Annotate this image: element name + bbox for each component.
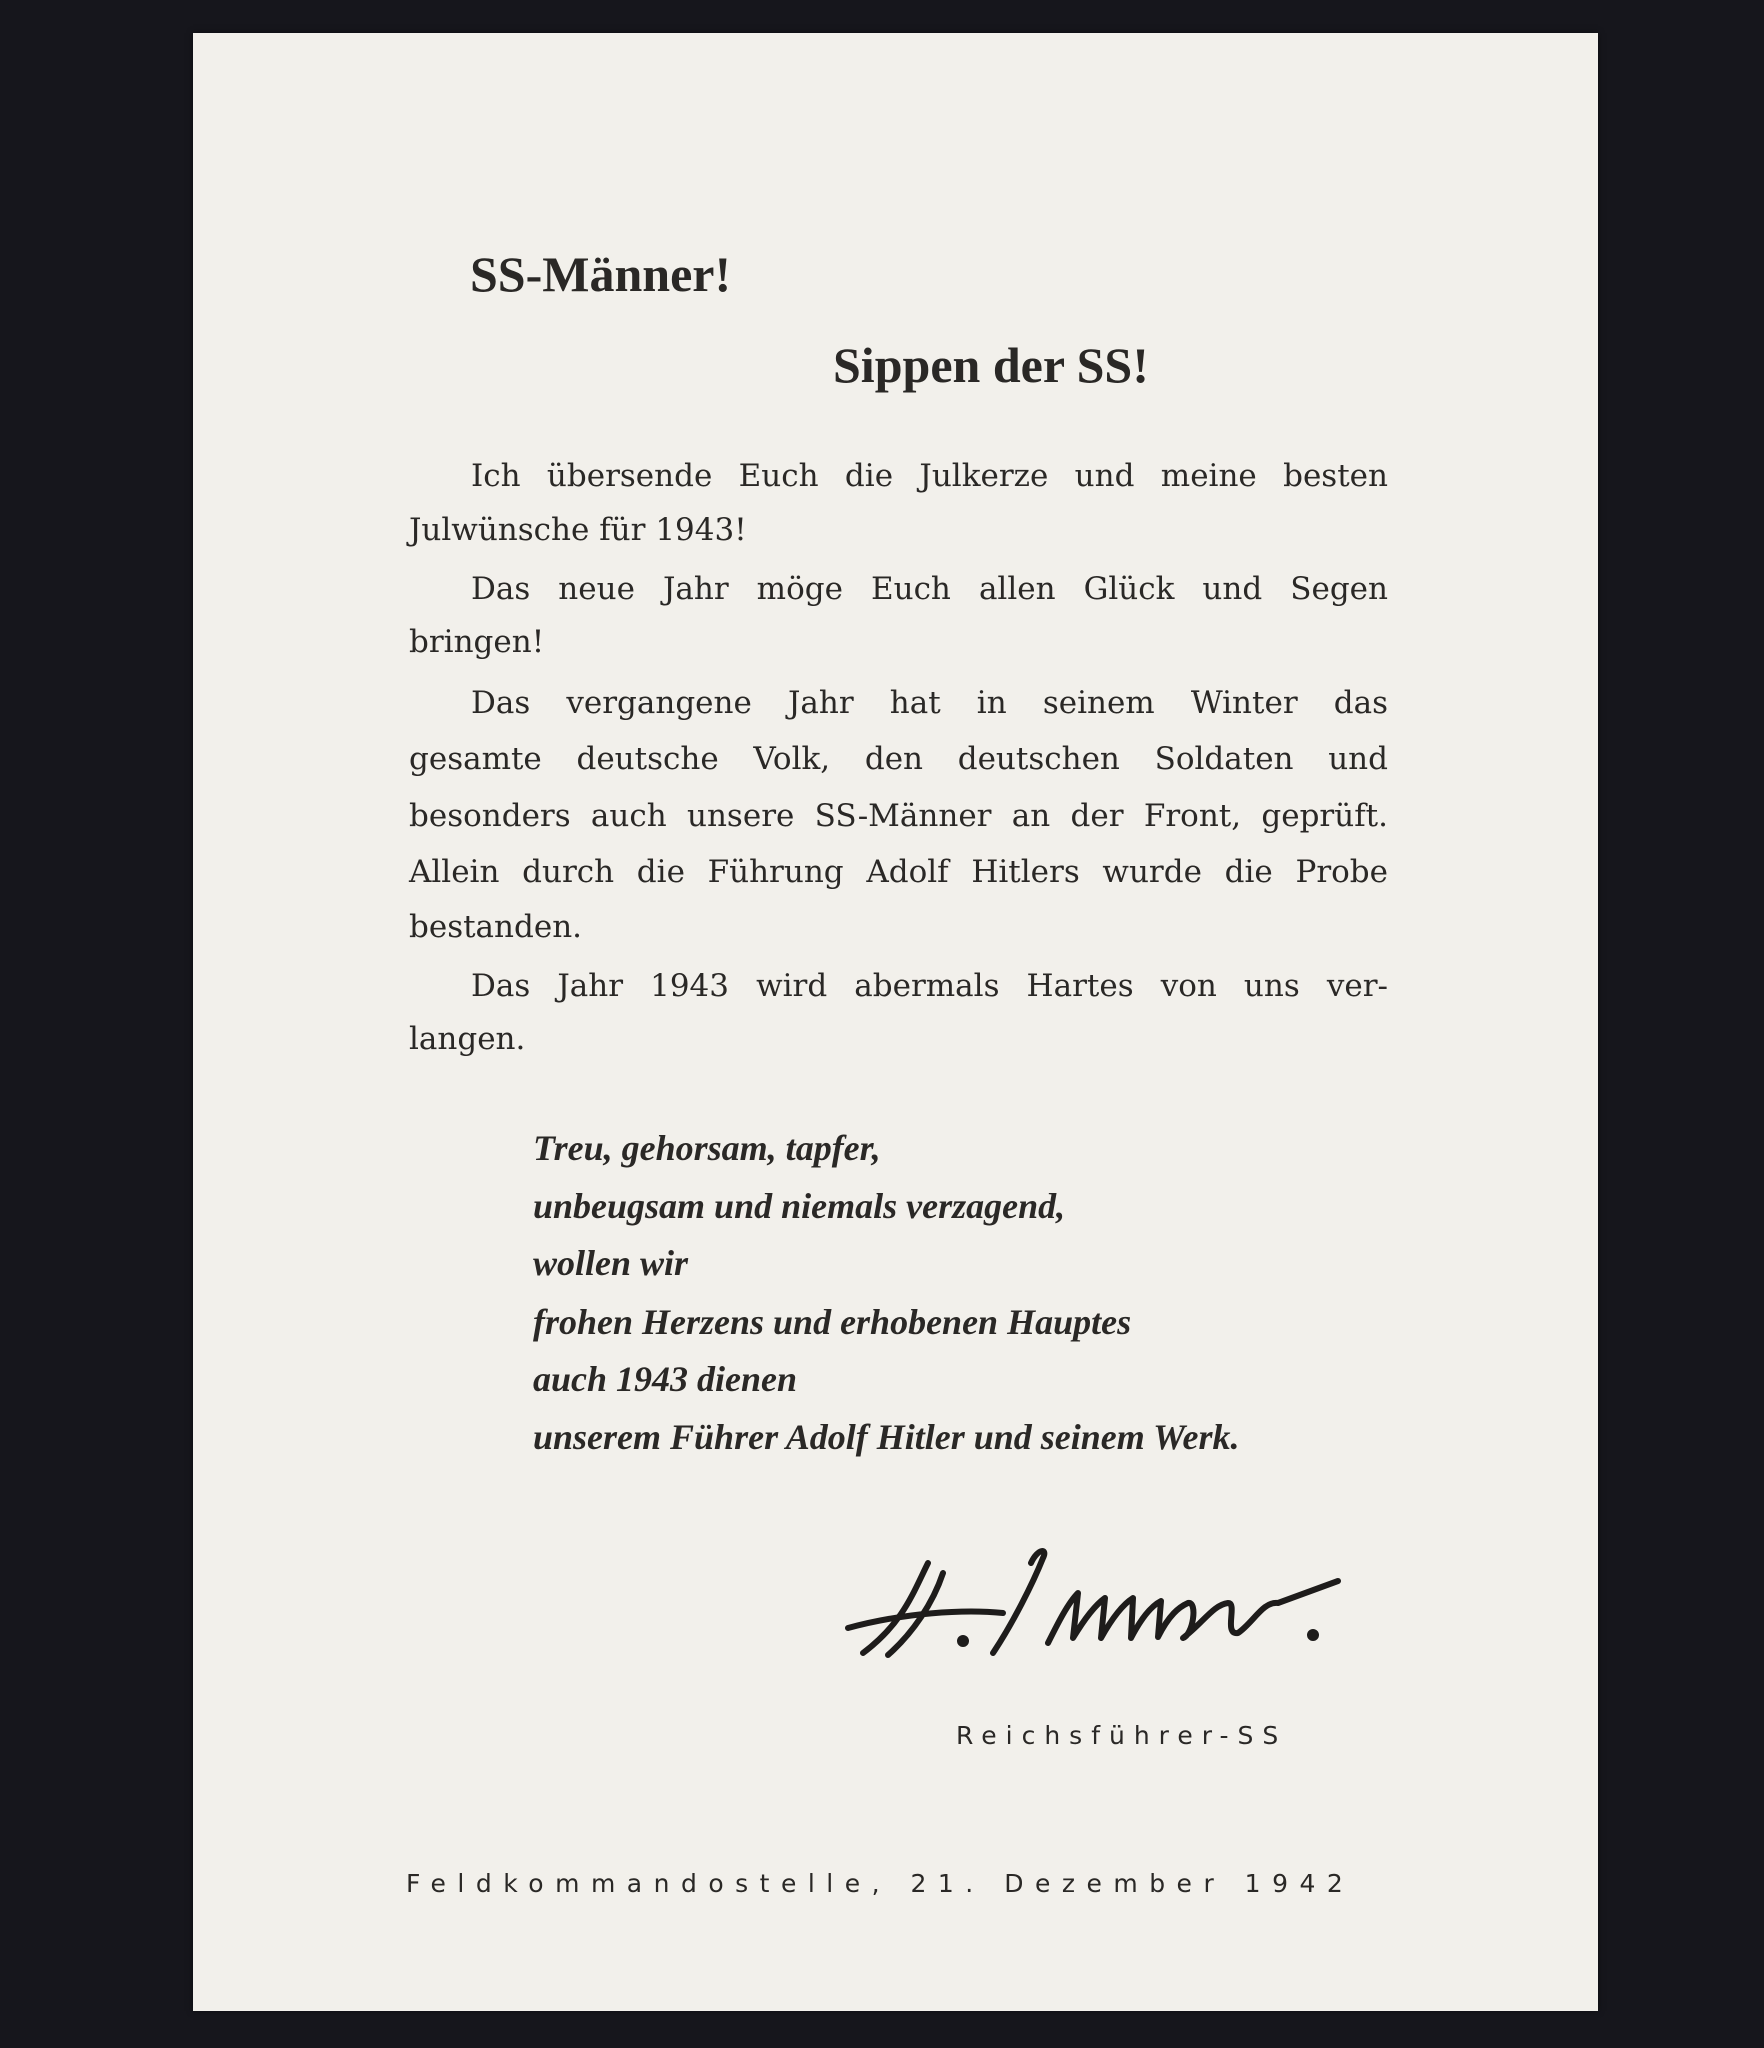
motto-line: auch 1943 dienen: [533, 1359, 798, 1399]
body-line: Allein durch die Führung Adolf Hitlers wurde die Probe: [409, 854, 1388, 890]
motto-line: Treu, gehorsam, tapfer,: [533, 1128, 881, 1168]
body-line: bringen!: [409, 624, 545, 660]
body-line: Das Jahr 1943 wird abermals Hartes von uns ver-: [471, 968, 1388, 1004]
body-line: gesamte deutsche Volk, den deutschen Soldaten und: [409, 741, 1388, 777]
signature-title: Reichsführer-SS: [956, 1721, 1288, 1750]
motto-line: wollen wir: [533, 1243, 689, 1283]
body-line: Das neue Jahr möge Euch allen Glück und Segen: [471, 571, 1388, 607]
motto-line: frohen Herzens und erhobenen Hauptes: [533, 1302, 1132, 1342]
handwritten-signature: [843, 1543, 1343, 1673]
body-line: bestanden.: [409, 909, 583, 945]
body-line: Das vergangene Jahr hat in seinem Winter das: [471, 685, 1388, 721]
heading-sippen: Sippen der SS!: [833, 337, 1149, 393]
body-line: Julwünsche für 1943!: [409, 512, 747, 548]
body-line: langen.: [409, 1021, 526, 1057]
heading-maenner: SS-Männer!: [470, 246, 732, 302]
body-line: Ich übersende Euch die Julkerze und meine besten: [471, 458, 1388, 494]
body-line: besonders auch unsere SS-Männer an der Front, geprüft.: [409, 798, 1388, 834]
motto-line: unbeugsam und niemals verzagend,: [533, 1186, 1066, 1226]
place-date: Feldkommandostelle, 21. Dezember 1942: [406, 1869, 1355, 1898]
document-page: [193, 33, 1598, 2011]
motto-line: unserem Führer Adolf Hitler und seinem Werk.: [533, 1417, 1240, 1457]
